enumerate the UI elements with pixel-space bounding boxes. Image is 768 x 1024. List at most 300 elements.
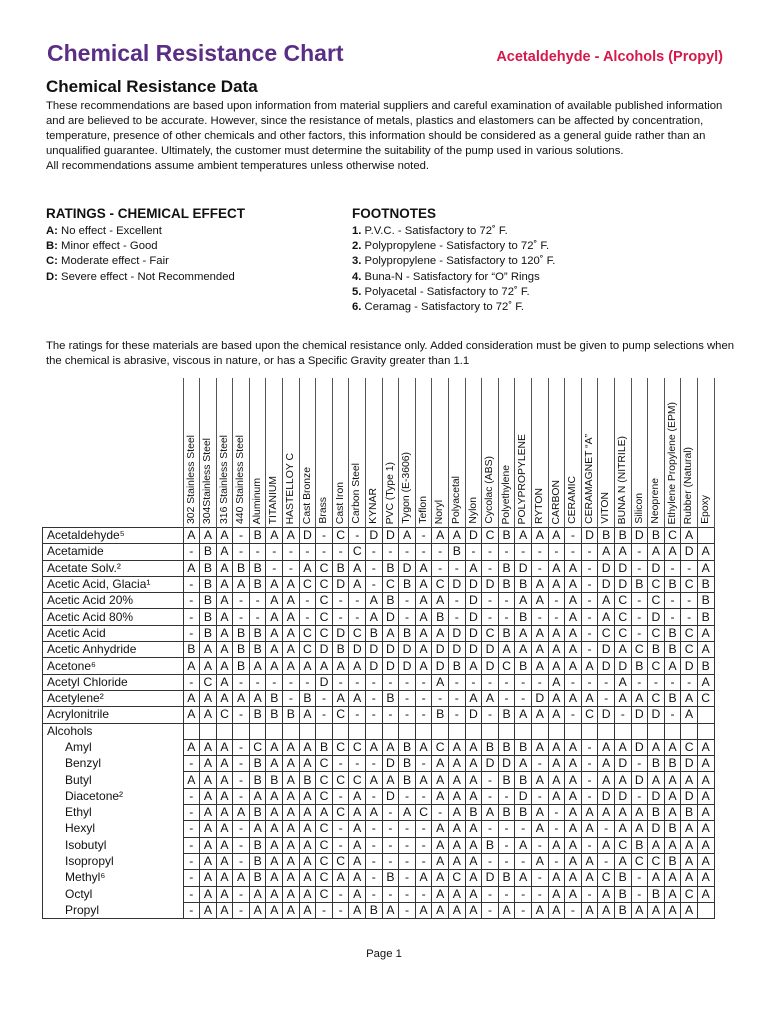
rating-cell: C xyxy=(349,739,366,755)
rating-cell: B xyxy=(648,886,665,902)
rating-cell: - xyxy=(581,576,598,592)
rating-cell: A xyxy=(681,837,698,853)
rating-cell: A xyxy=(349,560,366,576)
material-label: 316 Stainless Steel xyxy=(218,435,230,524)
rating-cell: A xyxy=(648,739,665,755)
rating-cell: A xyxy=(581,690,598,706)
rating-cell: A xyxy=(465,853,482,869)
rating-cell: A xyxy=(548,902,565,918)
rating-cell: A xyxy=(664,805,681,821)
rating-cell: - xyxy=(498,690,515,706)
rating-cell: A xyxy=(283,805,300,821)
material-label: 440 Stainless Steel xyxy=(235,435,247,524)
rating-cell: C xyxy=(614,609,631,625)
rating-cell: C xyxy=(382,576,399,592)
rating-cell: D xyxy=(614,560,631,576)
chemical-name: Methyl⁶ xyxy=(43,870,184,886)
rating-cell: - xyxy=(432,544,449,560)
rating-cell: - xyxy=(598,674,615,690)
rating-cell xyxy=(183,723,200,739)
material-header xyxy=(183,378,200,528)
rating-cell: - xyxy=(183,788,200,804)
rating-cell: A xyxy=(200,658,217,674)
rating-cell: A xyxy=(482,805,499,821)
rating-cell: - xyxy=(482,772,499,788)
rating-cell: A xyxy=(200,821,217,837)
rating-cell: B xyxy=(249,756,266,772)
rating-cell: A xyxy=(432,788,449,804)
rating-cell: A xyxy=(283,853,300,869)
rating-cell: A xyxy=(249,690,266,706)
rating-cell: A xyxy=(531,853,548,869)
rating-cell: - xyxy=(283,544,300,560)
rating-cell: - xyxy=(399,821,416,837)
rating-cell: A xyxy=(283,837,300,853)
rating-cell: A xyxy=(515,756,532,772)
rating-cell: C xyxy=(299,576,316,592)
rating-cell: - xyxy=(233,609,250,625)
rating-cell: A xyxy=(216,805,233,821)
footnote-number: 5. xyxy=(352,285,362,298)
rating-cell: B xyxy=(382,690,399,706)
rating-cell xyxy=(449,723,466,739)
rating-cell: B xyxy=(299,772,316,788)
chemical-name: Acetyl Chloride xyxy=(43,674,184,690)
chemical-name: Butyl xyxy=(43,772,184,788)
chemical-row xyxy=(43,609,715,625)
chemical-row xyxy=(43,886,715,902)
chemical-name: Hexyl xyxy=(43,821,184,837)
rating-cell: - xyxy=(482,788,499,804)
material-header xyxy=(200,378,217,528)
rating-cell: B xyxy=(249,528,266,544)
rating-cell: C xyxy=(482,528,499,544)
rating-cell: - xyxy=(249,593,266,609)
chemical-name: Acetic Acid xyxy=(43,625,184,641)
rating-cell xyxy=(266,723,283,739)
rating-cell: A xyxy=(548,658,565,674)
rating-cell: B xyxy=(249,707,266,723)
rating-cell: D xyxy=(399,642,416,658)
rating-cell: A xyxy=(664,837,681,853)
rating-cell: A xyxy=(233,576,250,592)
rating-cell: A xyxy=(449,821,466,837)
rating-cell: - xyxy=(366,576,383,592)
rating-cell: C xyxy=(598,625,615,641)
rating-cell: B xyxy=(233,560,250,576)
rating-cell: A xyxy=(299,853,316,869)
rating-cell: B xyxy=(399,576,416,592)
rating-cell: - xyxy=(531,886,548,902)
rating-cell: D xyxy=(449,576,466,592)
rating-cell: - xyxy=(664,593,681,609)
rating-cell: A xyxy=(216,756,233,772)
rating-cell: A xyxy=(565,642,582,658)
footnote-text: Buna-N - Satisfactory for “O” Rings xyxy=(361,270,540,283)
rating-cell xyxy=(697,902,714,918)
rating-cell: - xyxy=(332,609,349,625)
rating-cell: A xyxy=(548,756,565,772)
rating-cell: A xyxy=(697,560,714,576)
rating-cell: - xyxy=(581,772,598,788)
rating-cell: A xyxy=(565,870,582,886)
rating-cell xyxy=(581,723,598,739)
rating-cell: C xyxy=(332,805,349,821)
rating-cell: - xyxy=(316,528,333,544)
rating-cell: A xyxy=(200,837,217,853)
rating-cell: C xyxy=(200,674,217,690)
rating-cell: - xyxy=(382,544,399,560)
rating-cell: A xyxy=(216,658,233,674)
rating-cell: A xyxy=(681,902,698,918)
rating-cell: A xyxy=(565,560,582,576)
rating-cell: A xyxy=(366,739,383,755)
rating-cell: - xyxy=(366,886,383,902)
rating-cell: A xyxy=(598,739,615,755)
rating-cell: A xyxy=(664,772,681,788)
rating-cell: A xyxy=(249,658,266,674)
rating-cell: - xyxy=(548,544,565,560)
rating-cell: B xyxy=(598,528,615,544)
rating-cell: A xyxy=(283,609,300,625)
footnote-number: 2. xyxy=(352,240,362,253)
rating-cell: A xyxy=(200,788,217,804)
rating-cell: C xyxy=(581,707,598,723)
rating-cell: A xyxy=(681,870,698,886)
rating-cell: B xyxy=(332,642,349,658)
rating-cell: - xyxy=(183,625,200,641)
rating-cell: A xyxy=(316,805,333,821)
rating-cell: - xyxy=(349,528,366,544)
rating-cell: C xyxy=(614,593,631,609)
rating-text: Severe effect - Not Recommended xyxy=(57,270,235,283)
rating-cell: A xyxy=(216,690,233,706)
rating-cell: A xyxy=(548,560,565,576)
rating-cell: - xyxy=(233,837,250,853)
rating-cell: C xyxy=(415,805,432,821)
rating-cell: - xyxy=(183,756,200,772)
rating-text: Minor effect - Good xyxy=(57,240,158,253)
rating-cell: - xyxy=(415,788,432,804)
rating-cell: A xyxy=(216,625,233,641)
rating-cell: A xyxy=(382,739,399,755)
rating-cell: A xyxy=(349,690,366,706)
rating-cell: - xyxy=(283,674,300,690)
rating-cell: A xyxy=(266,756,283,772)
rating-cell: A xyxy=(283,788,300,804)
rating-cell: - xyxy=(531,788,548,804)
rating-cell: - xyxy=(233,739,250,755)
rating-cell: - xyxy=(366,707,383,723)
rating-cell: A xyxy=(565,821,582,837)
material-label: CARBON xyxy=(550,479,562,524)
rating-cell: A xyxy=(233,805,250,821)
chemical-row xyxy=(43,674,715,690)
rating-cell: B xyxy=(664,576,681,592)
rating-cell: C xyxy=(349,625,366,641)
rating-cell: A xyxy=(548,674,565,690)
group-row xyxy=(43,723,715,739)
rating-cell: A xyxy=(498,642,515,658)
rating-cell: A xyxy=(216,560,233,576)
chemical-name: Acetaldehyde⁵ xyxy=(43,528,184,544)
chemical-row xyxy=(43,837,715,853)
rating-cell: B xyxy=(614,902,631,918)
rating-cell: - xyxy=(399,674,416,690)
rating-cell: - xyxy=(366,674,383,690)
rating-cell: - xyxy=(631,788,648,804)
rating-cell: D xyxy=(631,528,648,544)
rating-cell: - xyxy=(631,593,648,609)
rating-cell: B xyxy=(249,576,266,592)
rating-cell: C xyxy=(631,853,648,869)
rating-cell: - xyxy=(399,853,416,869)
rating-cell: - xyxy=(283,690,300,706)
rating-cell: - xyxy=(382,886,399,902)
rating-cell: A xyxy=(681,690,698,706)
rating-cell: A xyxy=(531,902,548,918)
rating-cell: - xyxy=(515,853,532,869)
rating-cell: - xyxy=(498,593,515,609)
rating-cell: B xyxy=(366,902,383,918)
rating-cell: A xyxy=(183,772,200,788)
rating-cell: D xyxy=(598,560,615,576)
rating-cell: A xyxy=(432,528,449,544)
material-label: Carbon Steel xyxy=(351,463,363,524)
material-header xyxy=(332,378,349,528)
rating-code: D: xyxy=(46,270,58,283)
rating-cell: - xyxy=(349,609,366,625)
rating-cell: A xyxy=(697,821,714,837)
rating-cell: A xyxy=(531,772,548,788)
rating-cell: - xyxy=(681,560,698,576)
rating-cell: A xyxy=(598,772,615,788)
rating-cell: D xyxy=(614,756,631,772)
rating-cell: C xyxy=(316,609,333,625)
rating-cell: C xyxy=(631,642,648,658)
range-label: Acetaldehyde - Alcohols (Propyl) xyxy=(496,49,723,65)
rating-cell: C xyxy=(648,690,665,706)
rating-cell: - xyxy=(249,609,266,625)
rating-cell: - xyxy=(664,707,681,723)
rating-cell: - xyxy=(382,707,399,723)
rating-cell: B xyxy=(515,658,532,674)
rating-cell: D xyxy=(366,658,383,674)
rating-cell: - xyxy=(531,674,548,690)
rating-cell: - xyxy=(581,625,598,641)
rating-cell: - xyxy=(233,544,250,560)
rating-cell: - xyxy=(631,609,648,625)
rating-cell: B xyxy=(399,756,416,772)
rating-cell: - xyxy=(233,707,250,723)
rating-cell: - xyxy=(366,853,383,869)
footnote-text: Ceramag - Satisfactory to 72˚ F. xyxy=(361,301,525,314)
footnote-number: 1. xyxy=(352,225,362,237)
material-label: Polyacetal xyxy=(451,476,462,524)
rating-cell: A xyxy=(465,837,482,853)
rating-cell: B xyxy=(664,821,681,837)
rating-cell: - xyxy=(415,544,432,560)
rating-cell: A xyxy=(697,837,714,853)
rating-cell: A xyxy=(697,805,714,821)
rating-cell: A xyxy=(283,576,300,592)
rating-cell: A xyxy=(200,707,217,723)
rating-cell: A xyxy=(531,593,548,609)
rating-cell xyxy=(216,723,233,739)
material-header xyxy=(283,378,300,528)
rating-cell: - xyxy=(399,788,416,804)
rating-cell: C xyxy=(681,886,698,902)
material-header-row xyxy=(43,378,715,528)
rating-cell: A xyxy=(266,642,283,658)
rating-cell: - xyxy=(366,544,383,560)
rating-cell: - xyxy=(283,560,300,576)
chemical-name: Diacetone² xyxy=(43,788,184,804)
rating-cell: A xyxy=(681,772,698,788)
rating-cell: A xyxy=(283,593,300,609)
rating-cell: A xyxy=(449,886,466,902)
rating-cell xyxy=(515,723,532,739)
rating-cell: B xyxy=(515,609,532,625)
rating-cell: - xyxy=(482,821,499,837)
rating-cell: - xyxy=(515,690,532,706)
rating-cell: A xyxy=(498,902,515,918)
rating-cell: - xyxy=(316,690,333,706)
rating-cell: - xyxy=(183,609,200,625)
rating-cell: - xyxy=(581,560,598,576)
rating-cell: A xyxy=(515,870,532,886)
material-header xyxy=(249,378,266,528)
rating-cell: D xyxy=(498,756,515,772)
rating-cell: - xyxy=(498,788,515,804)
rating-cell: - xyxy=(415,821,432,837)
chemical-row xyxy=(43,772,715,788)
rating-cell: A xyxy=(531,625,548,641)
rating-cell: - xyxy=(482,544,499,560)
rating-cell: A xyxy=(681,707,698,723)
chemical-row xyxy=(43,870,715,886)
rating-cell: D xyxy=(614,658,631,674)
rating-cell: A xyxy=(349,788,366,804)
rating-cell: - xyxy=(548,805,565,821)
footnote-text: P.V.C. - Satisfactory to 72˚ F. xyxy=(361,225,508,237)
rating-cell: A xyxy=(581,805,598,821)
rating-cell: - xyxy=(565,902,582,918)
rating-cell: C xyxy=(432,576,449,592)
rating-cell: - xyxy=(565,544,582,560)
rating-cell: - xyxy=(349,674,366,690)
rating-cell: A xyxy=(283,902,300,918)
rating-cell: - xyxy=(581,788,598,804)
rating-cell: A xyxy=(299,658,316,674)
rating-cell: A xyxy=(548,642,565,658)
rating-cell xyxy=(415,723,432,739)
rating-cell: C xyxy=(681,739,698,755)
rating-cell: A xyxy=(614,805,631,821)
rating-cell: A xyxy=(283,870,300,886)
rating-cell: - xyxy=(565,674,582,690)
rating-cell: D xyxy=(648,707,665,723)
rating-cell: - xyxy=(299,593,316,609)
chemical-name: Acetic Acid 20% xyxy=(43,593,184,609)
rating-cell: B xyxy=(332,560,349,576)
rating-cell: A xyxy=(432,886,449,902)
rating-cell: D xyxy=(399,658,416,674)
rating-cell: D xyxy=(465,593,482,609)
rating-cell: A xyxy=(465,772,482,788)
rating-cell: A xyxy=(266,805,283,821)
footnote-item xyxy=(352,239,555,254)
rating-cell: - xyxy=(366,870,383,886)
rating-cell: A xyxy=(216,739,233,755)
rating-cell: A xyxy=(697,853,714,869)
rating-cell: - xyxy=(515,544,532,560)
rating-cell: C xyxy=(316,560,333,576)
rating-cell: - xyxy=(382,821,399,837)
rating-cell: B xyxy=(200,576,217,592)
chemical-row xyxy=(43,756,715,772)
rating-cell: - xyxy=(449,690,466,706)
chemical-name: Acetamide xyxy=(43,544,184,560)
rating-cell: C xyxy=(249,739,266,755)
rating-cell: A xyxy=(183,560,200,576)
material-label: CERAMAGNET “A” xyxy=(583,434,595,524)
rating-cell: A xyxy=(548,788,565,804)
rating-cell: A xyxy=(249,821,266,837)
rating-cell: B xyxy=(697,609,714,625)
rating-cell: A xyxy=(366,772,383,788)
rating-cell: C xyxy=(316,870,333,886)
rating-cell: A xyxy=(299,788,316,804)
rating-cell: A xyxy=(283,625,300,641)
rating-cell: A xyxy=(614,739,631,755)
rating-cell: C xyxy=(349,772,366,788)
material-label: VITON xyxy=(600,492,612,524)
rating-cell: - xyxy=(415,756,432,772)
rating-cell: - xyxy=(664,560,681,576)
rating-cell: D xyxy=(482,756,499,772)
rating-cell: A xyxy=(515,642,532,658)
rating-cell: - xyxy=(482,609,499,625)
rating-cell: - xyxy=(565,707,582,723)
rating-cell: C xyxy=(482,625,499,641)
rating-cell: B xyxy=(200,544,217,560)
footnote-text: Polyacetal - Satisfactory to 72˚ F. xyxy=(361,285,530,298)
rating-cell: C xyxy=(349,544,366,560)
chemical-name: Acetic Acid, Glacia¹ xyxy=(43,576,184,592)
rating-cell: B xyxy=(449,544,466,560)
rating-cell: B xyxy=(648,528,665,544)
rating-cell: - xyxy=(548,609,565,625)
rating-cell: - xyxy=(382,837,399,853)
rating-cell xyxy=(482,723,499,739)
rating-cell: A xyxy=(648,870,665,886)
rating-cell: D xyxy=(515,788,532,804)
rating-cell: A xyxy=(581,870,598,886)
rating-cell: A xyxy=(432,870,449,886)
rating-cell: B xyxy=(249,625,266,641)
rating-cell: C xyxy=(648,853,665,869)
rating-cell: - xyxy=(332,788,349,804)
rating-cell: A xyxy=(565,756,582,772)
rating-cell: A xyxy=(283,528,300,544)
rating-cell: C xyxy=(316,837,333,853)
rating-cell: D xyxy=(598,642,615,658)
rating-code: C: xyxy=(46,255,58,268)
material-label: Aluminum xyxy=(251,477,263,524)
rating-cell: C xyxy=(449,870,466,886)
rating-cell: A xyxy=(216,821,233,837)
